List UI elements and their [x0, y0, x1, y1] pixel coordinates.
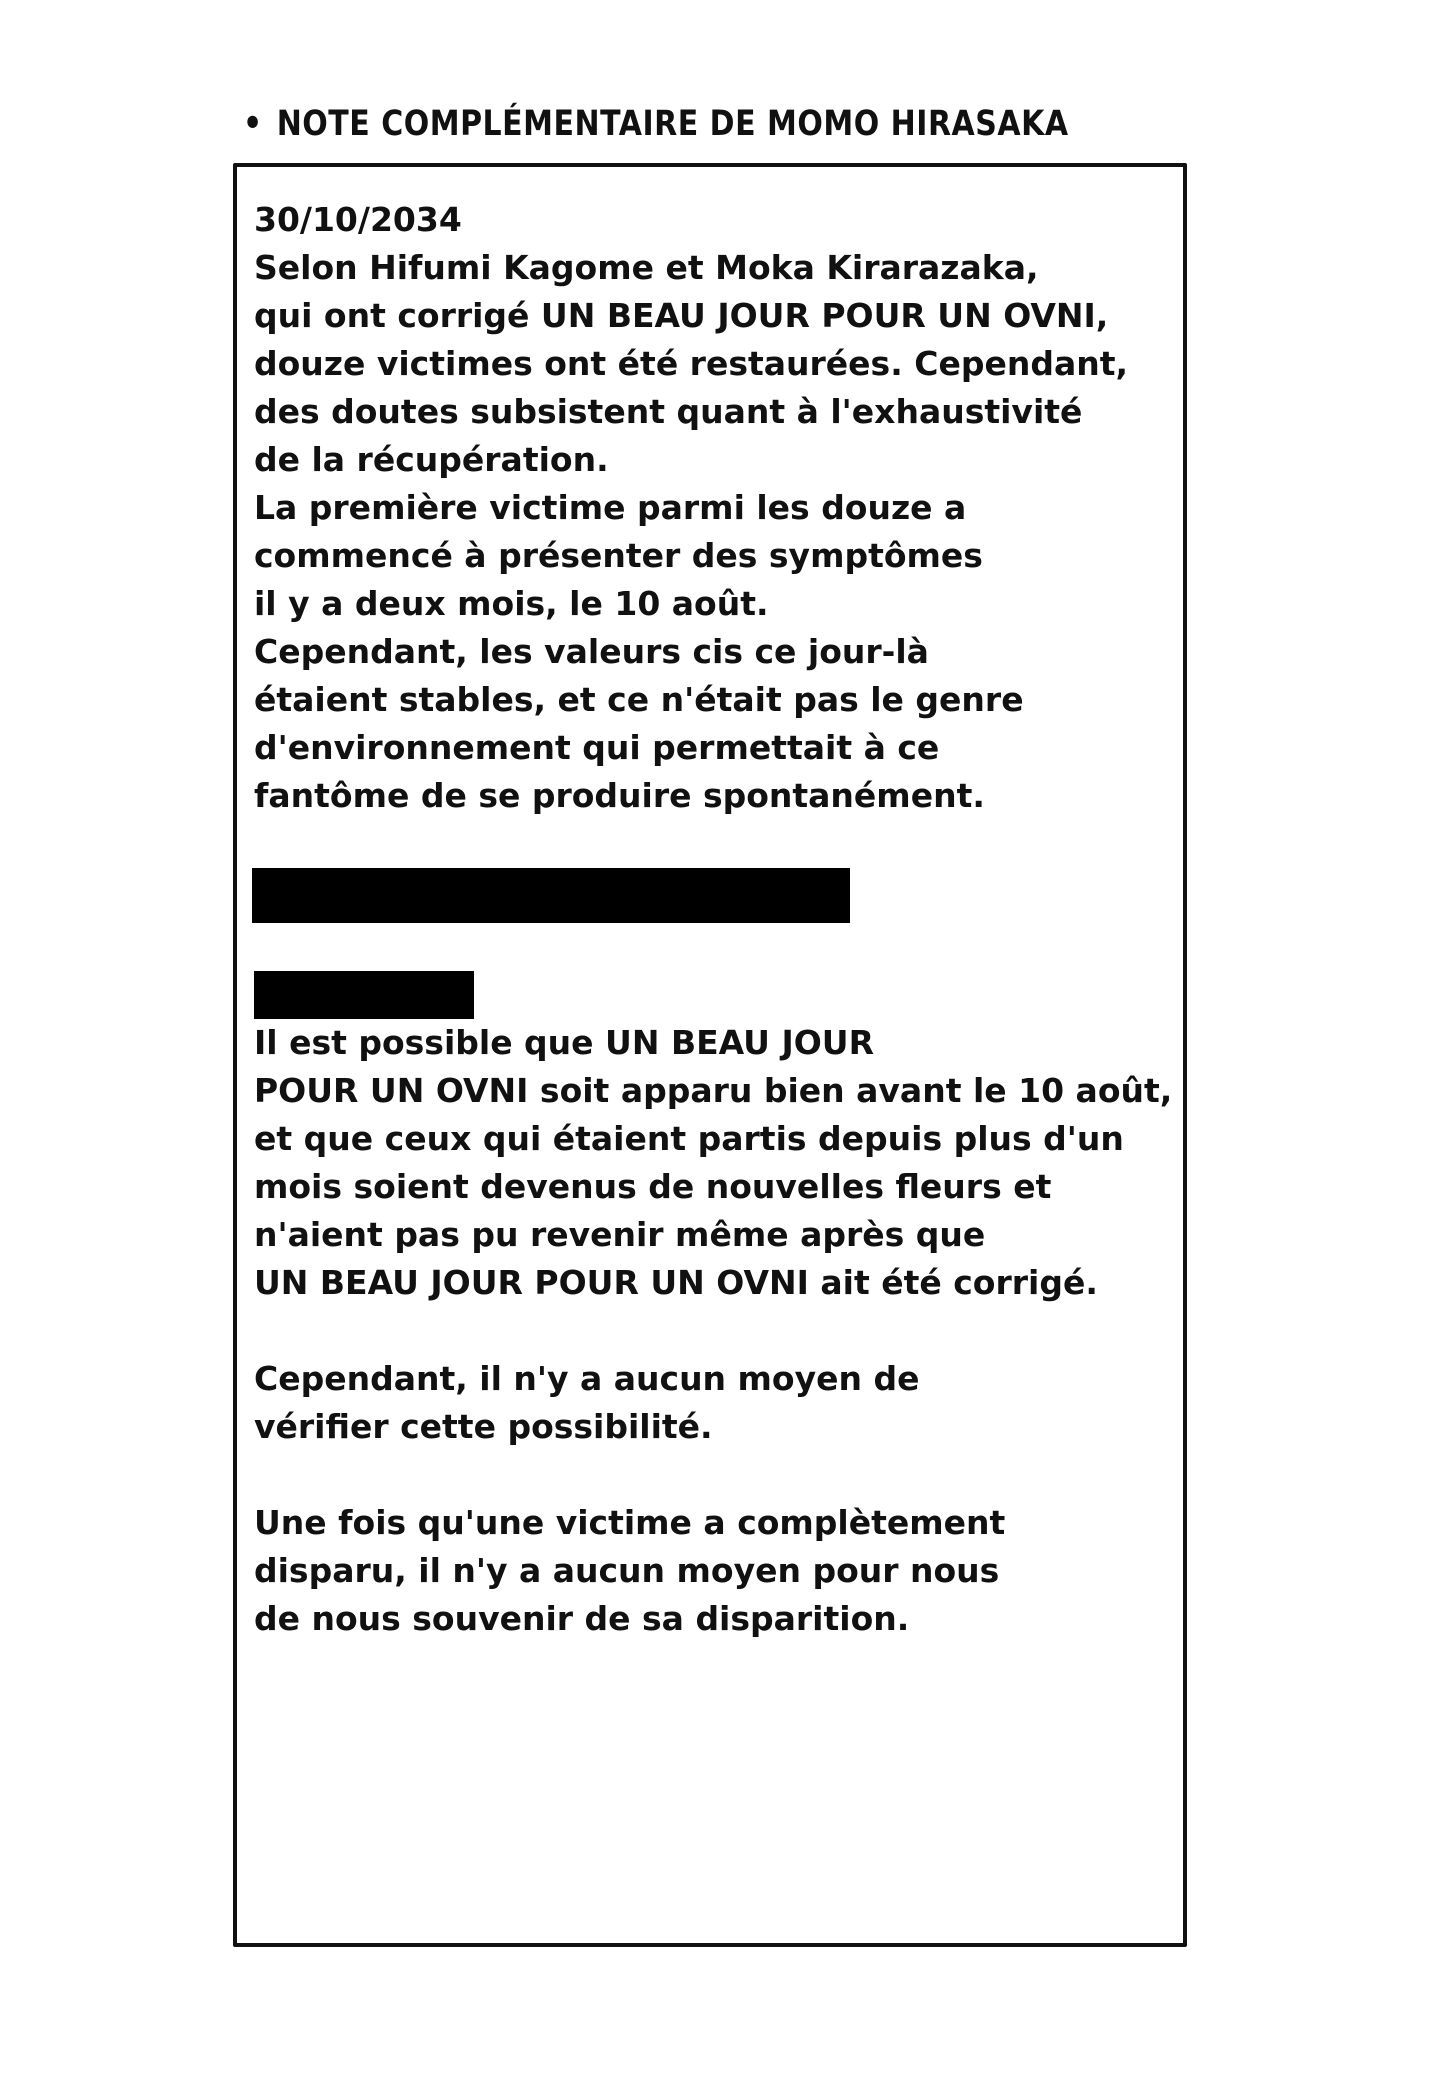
note-line: vérifier cette possibilité.: [254, 1407, 713, 1446]
note-line: qui ont corrigé UN BEAU JOUR POUR UN OVNI,: [254, 296, 1109, 335]
paragraph-gap: [254, 1307, 1184, 1355]
heading-text: NOTE COMPLÉMENTAIRE DE MOMO HIRASAKA: [276, 104, 1069, 145]
note-line: douze victimes ont été restaurées. Cependant,: [254, 344, 1129, 383]
redaction-bar: [252, 868, 850, 923]
note-line: Selon Hifumi Kagome et Moka Kirarazaka,: [254, 248, 1039, 287]
note-line: Cependant, il n'y a aucun moyen de: [254, 1359, 920, 1398]
paragraph-gap: [254, 1451, 1184, 1499]
note-line: Une fois qu'une victime a complètement: [254, 1503, 1006, 1542]
page-heading: [243, 104, 1069, 144]
note-line: Il est possible que UN BEAU JOUR: [254, 1023, 874, 1062]
note-line: il y a deux mois, le 10 août.: [254, 584, 769, 623]
note-line: La première victime parmi les douze a: [254, 488, 967, 527]
paragraph-gap: [254, 820, 1184, 868]
note-body: [254, 196, 1184, 1643]
heading-bullet: •: [243, 104, 263, 145]
note-line: et que ceux qui étaient partis depuis plus d'un: [254, 1119, 1124, 1158]
redaction-bar: [254, 971, 474, 1019]
note-line: mois soient devenus de nouvelles fleurs et: [254, 1167, 1052, 1206]
note-date: 30/10/2034: [254, 200, 462, 239]
note-line: des doutes subsistent quant à l'exhaustivité: [254, 392, 1083, 431]
note-line: Cependant, les valeurs cis ce jour-là: [254, 632, 929, 671]
note-line: n'aient pas pu revenir même après que: [254, 1215, 986, 1254]
note-line: de la récupération.: [254, 440, 609, 479]
note-line: POUR UN OVNI soit apparu bien avant le 10 août,: [254, 1071, 1173, 1110]
note-line: étaient stables, et ce n'était pas le genre: [254, 680, 1024, 719]
paragraph-gap: [254, 923, 1184, 971]
note-line: fantôme de se produire spontanément.: [254, 776, 985, 815]
note-line: disparu, il n'y a aucun moyen pour nous: [254, 1551, 1000, 1590]
note-line: d'environnement qui permettait à ce: [254, 728, 940, 767]
note-line: UN BEAU JOUR POUR UN OVNI ait été corrigé.: [254, 1263, 1098, 1302]
note-line: de nous souvenir de sa disparition.: [254, 1599, 910, 1638]
note-line: commencé à présenter des symptômes: [254, 536, 983, 575]
